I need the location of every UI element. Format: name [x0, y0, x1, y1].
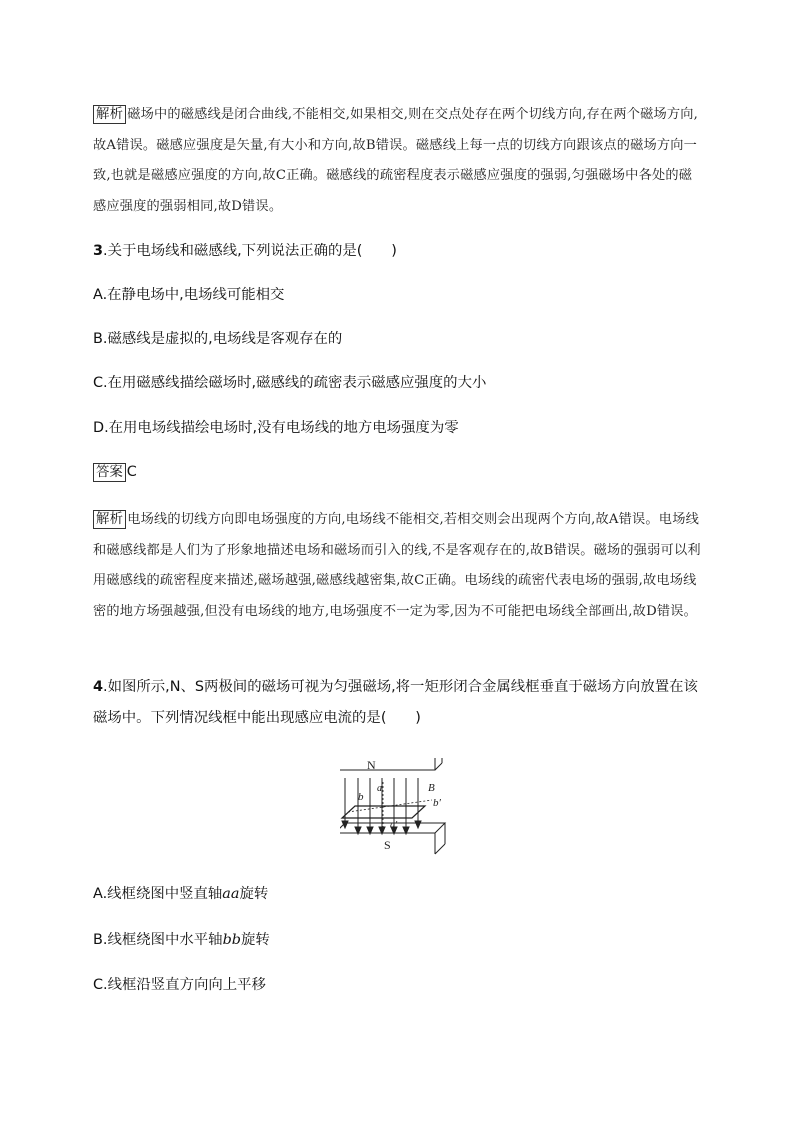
magnet-coil-figure [340, 758, 450, 856]
answer-line [93, 461, 137, 483]
analysis-text: 电场线的切线方向即电场强度的方向,电场线不能相交,若相交则会出现两个方向,故A错误。电场线和磁感线都是人们为了形象地描述电场和磁场而引入的线,不是客观存在的,故B错误。磁场的强弱可以利用磁感线的疏密程度来描述,磁场越强,磁感线越密集,故C正确。电场线的疏密代表电场的强弱,故电场线密的地方场强越强,但没有电场线的地方,电场强度不一定为零,因为不可能把电场线全部画出,故D错误。 [93, 512, 701, 619]
option-b: B.磁感线是虚拟的,电场线是客观存在的 [93, 331, 343, 347]
q4-option-b [93, 930, 705, 950]
option-text: A.线框绕图中竖直轴 [93, 886, 223, 902]
axis-label: aa [222, 886, 240, 902]
q4-option-c: C.线框沿竖直方向向上平移 [93, 977, 266, 993]
analysis-q2 [93, 100, 705, 222]
label-b: b [358, 791, 364, 803]
question-3-stem [93, 236, 705, 267]
option-text: 旋转 [241, 932, 270, 948]
n-pole-edge [435, 763, 442, 770]
label-a: a [377, 783, 382, 794]
option-text: B.线框绕图中水平轴 [93, 932, 223, 948]
option-a: A.在静电场中,电场线可能相交 [93, 287, 285, 303]
analysis-q3 [93, 505, 705, 627]
option-text: 旋转 [239, 886, 269, 902]
label-field-b: B [428, 782, 435, 794]
s-pole-edge [435, 844, 445, 854]
option-d: D.在用电场线描绘电场时,没有电场线的地方电场强度为零 [93, 420, 459, 436]
analysis-text: 磁场中的磁感线是闭合曲线,不能相交,如果相交,则在交点处存在两个切线方向,存在两个磁场方向,故A错误。磁感应强度是矢量,有大小和方向,故B错误。磁感线上每一点的切线方向跟该点的磁场方向一致,也就是磁感应强度的方向,故C正确。磁感线的疏密程度表示磁感应强度的强弱,匀强磁场中各处的磁感应强度的强弱相同,故D错误。 [93, 107, 699, 214]
question-text: .关于电场线和磁感线,下列说法正确的是( ) [103, 243, 397, 259]
analysis-tag: 解析 [93, 105, 126, 124]
answer-value: C [126, 464, 137, 480]
n-pole-outline [340, 758, 435, 770]
question-4-stem [93, 672, 705, 734]
analysis-tag: 解析 [93, 510, 126, 529]
question-number: 4 [93, 679, 104, 695]
answer-tag: 答案 [93, 463, 126, 482]
question-text: .如图所示,N、S两极间的磁场可视为匀强磁场,将一矩形闭合金属线框垂直于磁场方向放置在该磁场中。下列情况线框中能出现感应电流的是( ) [93, 679, 698, 726]
q4-option-a [93, 884, 705, 904]
option-c: C.在用磁感线描绘磁场时,磁感线的疏密表示磁感应强度的大小 [93, 375, 487, 391]
pole-label-n: N [367, 758, 376, 772]
question-number: 3 [93, 243, 104, 259]
axis-label: bb [222, 932, 242, 948]
pole-label-s: S [384, 838, 391, 852]
coil [342, 806, 425, 818]
label-b-prime: b′ [433, 797, 441, 809]
label-a-prime: a′ [390, 820, 398, 831]
